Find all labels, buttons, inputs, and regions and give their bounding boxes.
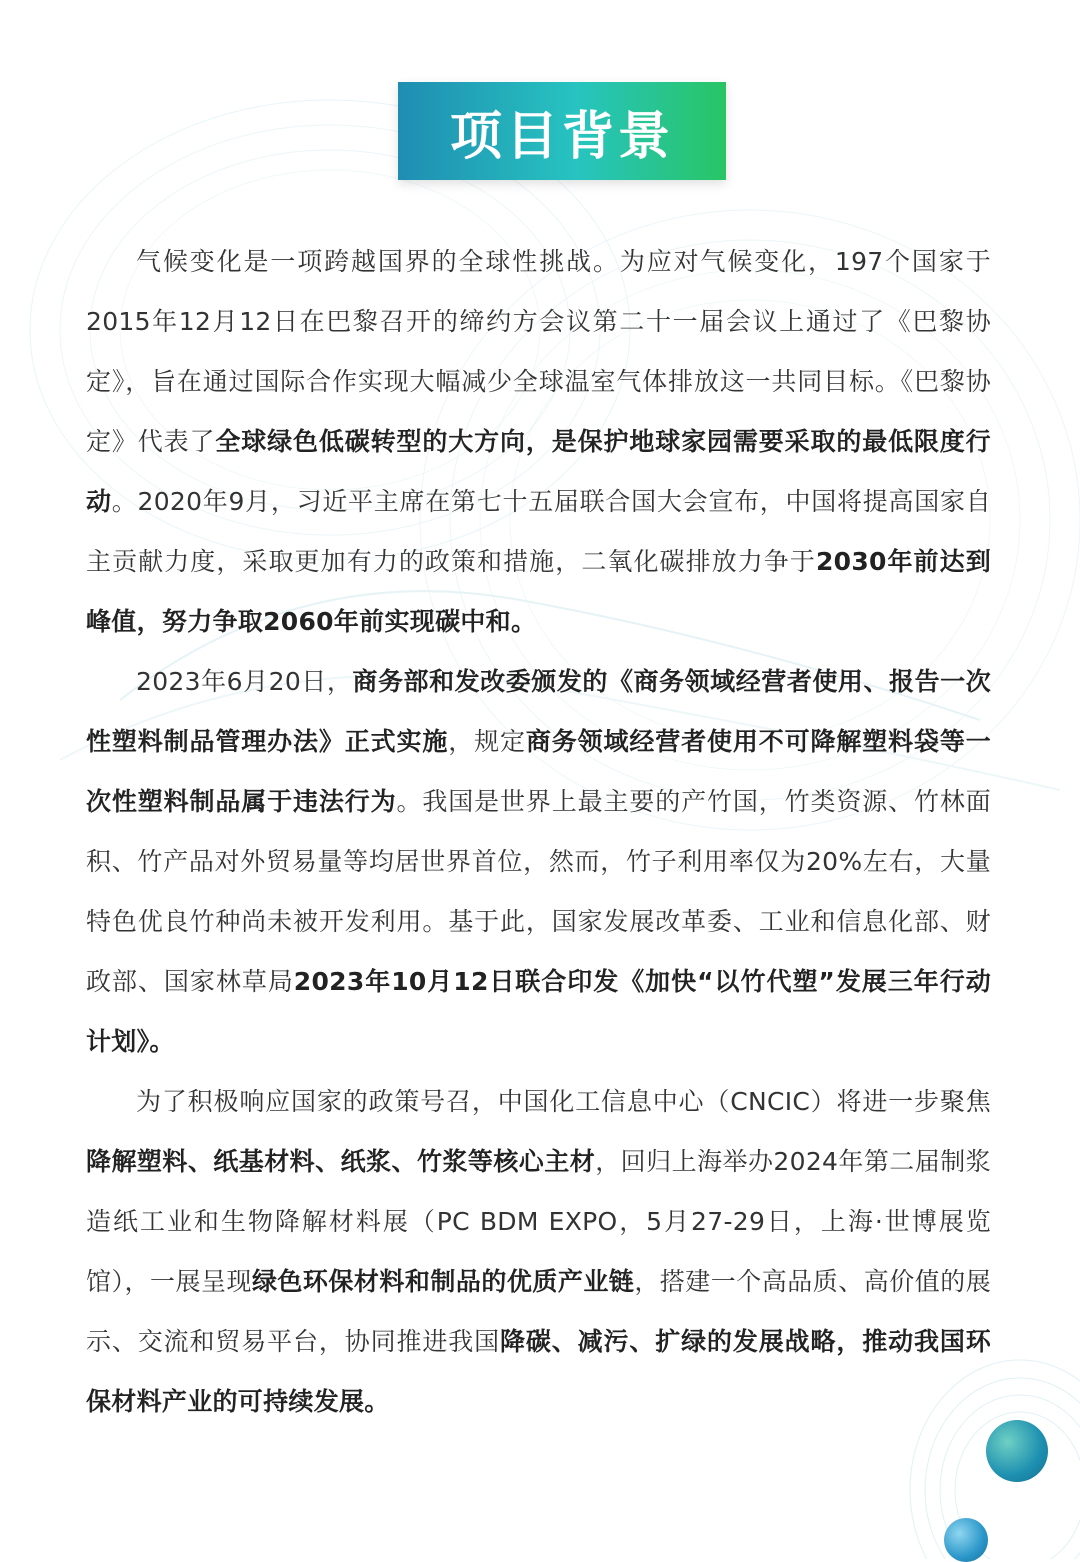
paragraph-1 <box>86 232 991 652</box>
body-text: 为了积极响应国家的政策号召，中国化工信息中心（CNCIC）将进一步聚焦 <box>136 1087 991 1116</box>
emphasis-text: 2023年10月12日联合印发《加快“以竹代塑”发展三年行动计划》。 <box>86 967 991 1056</box>
emphasis-text: 2030年前达到峰值，努力争取2060年前实现碳中和。 <box>86 547 991 636</box>
article-body <box>86 232 991 1432</box>
paragraph-3 <box>86 1072 991 1432</box>
emphasis-text: 全球绿色低碳转型的大方向，是保护地球家园需要采取的最低限度行动 <box>86 427 991 516</box>
emphasis-text: 绿色环保材料和制品的优质产业链 <box>251 1267 635 1296</box>
body-text: ，搭建一个高品质、高价值的展示、交流和贸易平台，协同推进我国 <box>86 1267 991 1356</box>
body-text: 。2020年9月，习近平主席在第七十五届联合国大会宣布，中国将提高国家自主贡献力度，采取更加有力的政策和措施，二氧化碳排放力争于 <box>86 487 991 576</box>
emphasis-text: 商务部和发改委颁发的《商务领域经营者使用、报告一次性塑料制品管理办法》正式实施 <box>86 667 991 756</box>
body-text: ，规定 <box>448 727 526 756</box>
paragraph-2 <box>86 652 991 1072</box>
body-text: 2023年6月20日， <box>136 667 353 696</box>
decorative-globe-large <box>986 1420 1048 1482</box>
section-title-banner <box>398 82 726 180</box>
emphasis-text: 降碳、减污、扩绿的发展战略，推动我国环保材料产业的可持续发展。 <box>86 1327 992 1416</box>
emphasis-text: 商务领域经营者使用不可降解塑料袋等一次性塑料制品属于违法行为 <box>86 727 992 816</box>
body-text: ，回归上海举办2024年第二届制浆造纸工业和生物降解材料展（PC BDM EXPO，5月27-29日，上海·世博展览馆），一展呈现 <box>86 1147 991 1296</box>
body-text: 气候变化是一项跨越国界的全球性挑战。为应对气候变化，197个国家于2015年12月12日在巴黎召开的缔约方会议第二十一届会议上通过了《巴黎协定》，旨在通过国际合作实现大幅减少全球温室气体排放这一共同目标。《巴黎协定》代表了 <box>86 247 991 456</box>
section-title: 项目背景 <box>449 106 674 167</box>
decorative-globe-small <box>944 1518 988 1562</box>
body-text: 。我国是世界上最主要的产竹国，竹类资源、竹林面积、竹产品对外贸易量等均居世界首位，然而，竹子利用率仅为20%左右，大量特色优良竹种尚未被开发利用。基于此，国家发展改革委、工业和信息化部、财政部、国家林草局 <box>86 787 991 996</box>
emphasis-text: 降解塑料、纸基材料、纸浆、竹浆等核心主材 <box>86 1147 596 1176</box>
